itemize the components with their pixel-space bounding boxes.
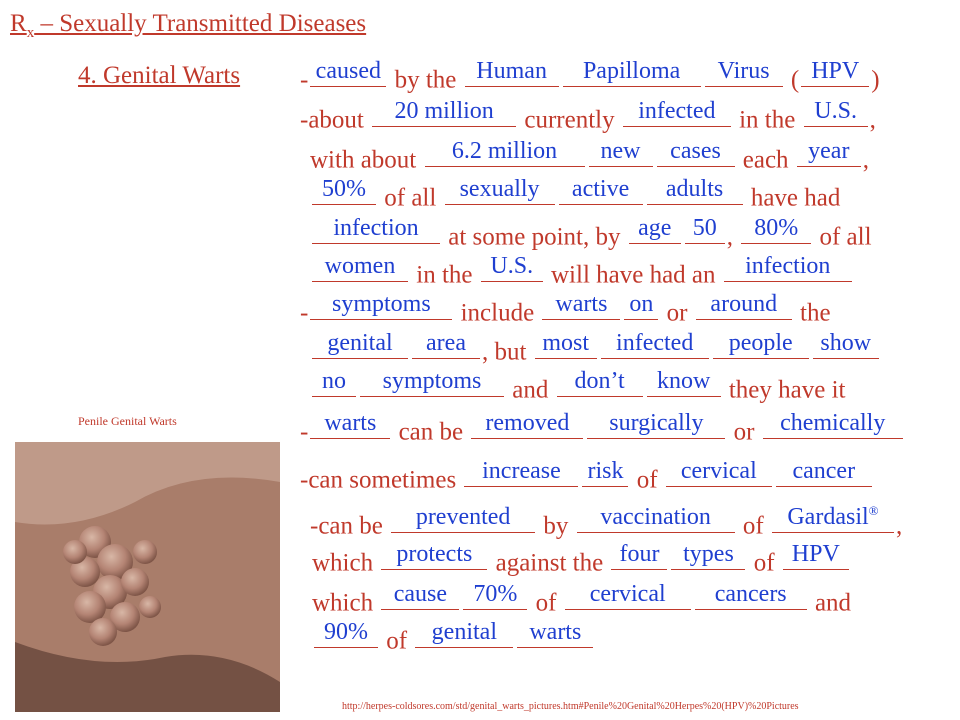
photo-caption: Penile Genital Warts — [78, 414, 177, 428]
note-line-14: which cause 70% of cervical cancers and — [312, 581, 852, 617]
answer-blank: 70% — [463, 583, 527, 610]
note-line-1: - caused by the Human Papilloma Virus ( HPV ) — [300, 58, 880, 94]
answer-blank: no — [312, 370, 356, 397]
answer-blank: warts — [517, 621, 593, 648]
answer-blank: chemically — [763, 412, 903, 439]
answer-blank: show — [813, 332, 879, 359]
answer-blank: women — [312, 255, 408, 282]
answer-blank: year — [797, 140, 861, 167]
note-line-4: 50% of all sexually active adults have had — [310, 178, 840, 212]
answer-blank: 6.2 million — [425, 140, 585, 167]
answer-blank: sexually — [445, 178, 555, 205]
answer-blank: types — [671, 543, 745, 570]
answer-blank: 50% — [312, 178, 376, 205]
note-line-13: which protects against the four types of HPV — [312, 543, 851, 577]
answer-blank: 80% — [741, 217, 811, 244]
answer-blank: 20 million — [372, 100, 516, 127]
answer-blank: prevented — [391, 506, 535, 533]
answer-blank: surgically — [587, 412, 725, 439]
answer-blank: cancers — [695, 583, 807, 610]
note-line-5: infection at some point, by age 50 , 80% of all — [310, 217, 872, 251]
note-line-6: women in the U.S. will have had an infection — [310, 255, 854, 289]
note-line-12: -can be prevented by vaccination of Gardasil® , — [310, 503, 903, 540]
answer-blank: don’t — [557, 370, 643, 397]
answer-blank: infection — [724, 255, 852, 282]
answer-blank: caused — [310, 60, 386, 87]
answer-blank: active — [559, 178, 643, 205]
answer-blank: Papilloma — [563, 60, 701, 87]
answer-blank: on — [624, 293, 658, 320]
answer-blank: infected — [601, 332, 709, 359]
answer-blank: protects — [381, 543, 487, 570]
slide-title: $R_x$ – Sexually Transmitted Diseases — [10, 10, 367, 41]
answer-blank: genital — [415, 621, 513, 648]
answer-blank: four — [611, 543, 667, 570]
answer-blank: most — [535, 332, 597, 359]
note-line-3: with about 6.2 million new cases each year , — [310, 138, 870, 174]
source-url: http://herpes-coldsores.com/std/genital_warts_pictures.htm#Penile%20Genital%20Herpes%20(HPV)%20Pictures — [342, 701, 799, 712]
answer-blank: cancer — [776, 460, 872, 487]
answer-blank: risk — [582, 460, 628, 487]
answer-blank: new — [589, 140, 653, 167]
answer-blank: cervical — [565, 583, 691, 610]
answer-blank: 50 — [685, 217, 725, 244]
answer-blank: adults — [647, 178, 743, 205]
note-line-10: - warts can be removed surgically or chemically — [300, 412, 905, 446]
photo-illustration — [15, 442, 280, 712]
section-heading: 4. Genital Warts — [78, 62, 241, 89]
answer-blank: symptoms — [310, 293, 452, 320]
answer-blank: know — [647, 370, 721, 397]
answer-blank: symptoms — [360, 370, 504, 397]
answer-blank: cervical — [666, 460, 772, 487]
answer-blank: genital — [312, 332, 408, 359]
note-line-15: 90% of genital warts — [312, 621, 595, 655]
answer-blank: Virus — [705, 60, 783, 87]
note-line-8: genital area , but most infected people show — [310, 332, 881, 366]
answer-blank: people — [713, 332, 809, 359]
answer-blank: around — [696, 293, 792, 320]
answer-blank: removed — [471, 412, 583, 439]
answer-blank: cause — [381, 583, 459, 610]
answer-blank: 90% — [314, 621, 378, 648]
answer-blank: Gardasil® — [772, 506, 894, 533]
answer-blank: vaccination — [577, 506, 735, 533]
answer-blank: infection — [312, 217, 440, 244]
note-line-2: -about 20 million currently infected in the U.S. , — [300, 98, 876, 134]
answer-blank: area — [412, 332, 480, 359]
answer-blank: Human — [465, 60, 559, 87]
answer-blank: HPV — [801, 60, 869, 87]
answer-blank: cases — [657, 140, 735, 167]
answer-blank: U.S. — [481, 255, 543, 282]
answer-blank: HPV — [783, 543, 849, 570]
answer-blank: warts — [542, 293, 620, 320]
answer-blank: age — [629, 217, 681, 244]
answer-blank: warts — [310, 412, 390, 439]
genital-warts-photo — [15, 442, 280, 712]
answer-blank: U.S. — [804, 100, 868, 127]
answer-blank: increase — [464, 460, 578, 487]
answer-blank: infected — [623, 100, 731, 127]
note-line-9: no symptoms and don’t know they have it — [310, 370, 846, 404]
note-line-11: -can sometimes increase risk of cervical cancer — [300, 460, 874, 494]
note-line-7: - symptoms include warts on or around the — [300, 291, 831, 327]
